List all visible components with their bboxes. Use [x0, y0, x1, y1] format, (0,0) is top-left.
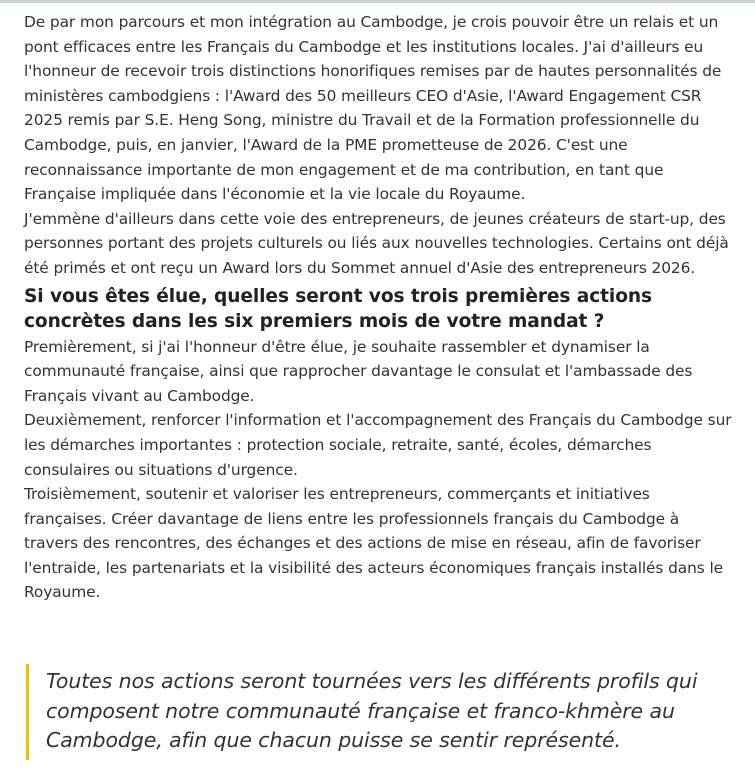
- answer-paragraph-1: Premièrement, si j'ai l'honneur d'être élue, je souhaite rassembler et dynamiser la communauté française, ainsi que rapprocher davantage le consulat et l'ambassade des Français vivant au Cambodge.: [24, 337, 693, 405]
- intro-paragraph-1: De par mon parcours et mon intégration au Cambodge, je crois pouvoir être un relais et un pont efficaces entre les Français du Cambodge et les institutions locales. J'ai d'ailleurs eu l'honneur de recevoir trois distinctions honorifiques remises par de hautes personnalités de ministères cambodgiens : l'Award des 50 meilleurs CEO d'Asie, l'Award Engagement CSR 2025 remis par S.E. Heng Song, ministre du Travail et de la Formation professionnelle du Cambodge, puis, en janvier, l'Award de la PME prometteuse de 2026. C'est une reconnaissance importante de mon engagement et de ma contribution, en tant que Française impliquée dans l'économie et la vie locale du Royaume.: [24, 13, 722, 204]
- top-border: [0, 0, 755, 3]
- interview-question: Si vous êtes élue, quelles seront vos trois premières actions concrètes dans les six premiers mois de votre mandat ?: [24, 285, 652, 332]
- article-body: [24, 10, 736, 605]
- intro-paragraph-2: J'emmène d'ailleurs dans cette voie des entrepreneurs, de jeunes créateurs de start-up, des personnes portant des projets culturels ou liés aux nouvelles technologies. Certains ont déjà été primés et ont reçu un Award lors du Sommet annuel d'Asie des entrepreneurs 2026.: [24, 209, 729, 277]
- pull-quote: Toutes nos actions seront tournées vers les différents profils qui composent notre communauté française et franco-khmère au Cambodge, afin que chacun puisse se sentir représenté.: [26, 664, 746, 760]
- answer-paragraph-3: Troisièmement, soutenir et valoriser les entrepreneurs, commerçants et initiatives françaises. Créer davantage de liens entre les professionnels français du Cambodge à travers des rencontres, des échanges et des actions de mise en réseau, afin de favoriser l'entraide, les partenariats et la visibilité des acteurs économiques français installés dans le Royaume.: [24, 485, 724, 602]
- answer-paragraph-2: Deuxièmement, renforcer l'information et l'accompagnement des Français du Cambodge sur les démarches importantes : protection sociale, retraite, santé, écoles, démarches consulaires ou situations d'urgence.: [24, 411, 732, 479]
